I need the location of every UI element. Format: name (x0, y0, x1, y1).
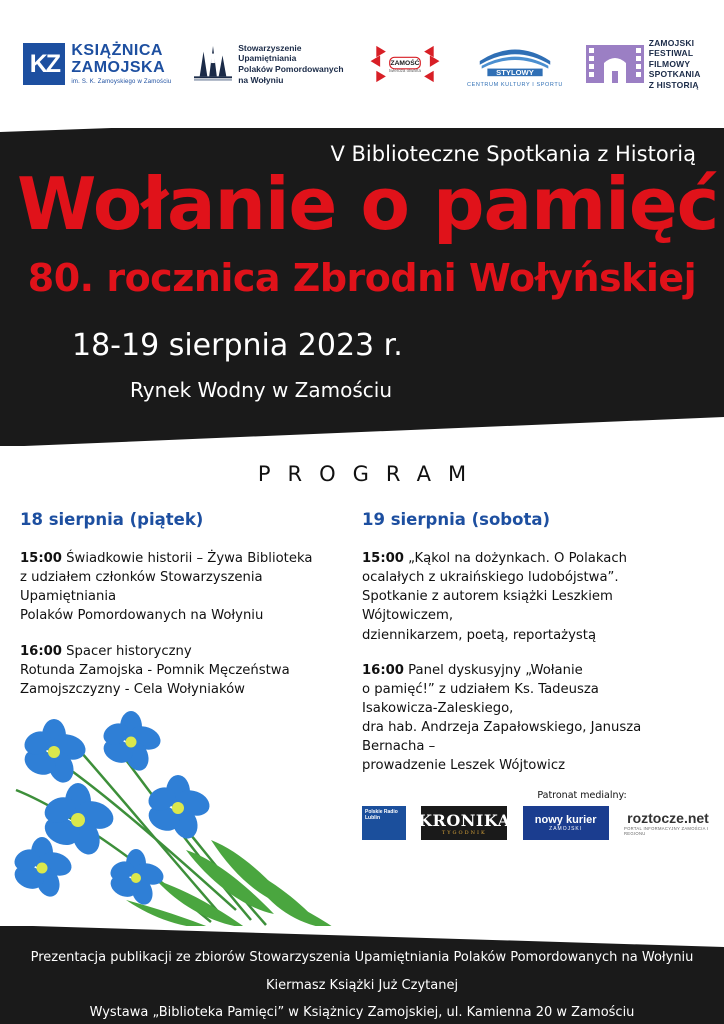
hero-eyebrow: V Biblioteczne Spotkania z Historią (330, 142, 696, 166)
logo-kronika (418, 806, 511, 840)
media-patronage (362, 790, 712, 840)
footer-bar (0, 926, 724, 1024)
entry-line2: Rotunda Zamojska - Pomnik Męczeństwa (20, 662, 290, 678)
flax-flowers-illustration (6, 700, 366, 930)
program-entry (362, 661, 662, 776)
hero-diagonal-divider (0, 417, 724, 446)
logo-zamojski-festiwal-filmowy (586, 38, 701, 90)
festiwal-line3: FILMOWY (648, 58, 691, 69)
kronika-label: KRONIKA (418, 810, 511, 830)
entry-time: 16:00 (20, 643, 62, 659)
program-heading: PROGRAM (257, 462, 484, 486)
ksiaznica-monogram: KZ (23, 43, 65, 85)
festiwal-line1: ZAMOJSKI (648, 38, 695, 49)
logo-ksiaznica-zamojska (23, 43, 171, 85)
program-day-1 (20, 510, 320, 715)
logo-roztocze-net (624, 808, 712, 838)
ksiaznica-line2: ZAMOJSKA (71, 58, 166, 76)
program-day-2 (362, 510, 662, 792)
page-title: Wołanie o pamięć (17, 162, 719, 246)
entry-line2: ocalałych z ukraińskiego ludobójstwa”. (362, 570, 619, 586)
festiwal-line2: FESTIWAL (648, 48, 694, 59)
stowarzyszenie-line2: Upamiętniania (238, 53, 297, 64)
entry-line4: dziennikarzem, poetą, reportażystą (362, 627, 597, 643)
kronika-sub: TYGODNIK (441, 829, 487, 836)
stowarzyszenie-line4: na Wołyniu (238, 74, 284, 85)
ksiaznica-wordmark (71, 43, 171, 85)
zamosc-bastion-icon (366, 42, 444, 86)
day-1-title: 18 sierpnia (piątek) (20, 510, 204, 529)
logo-zamosc-twierdza-otwarta (366, 42, 444, 86)
stylowy-subtitle: CENTRUM KULTURY I SPORTU (467, 82, 563, 88)
entry-line1: Świadkowie historii – Żywa Biblioteka (61, 551, 313, 566)
flower-group (11, 711, 213, 908)
ksiaznica-line1: KSIĄŻNICA (71, 42, 163, 60)
program-entry (20, 642, 320, 699)
entry-line4: prowadzenie Leszek Wójtowicz (362, 758, 565, 774)
entry-line2: o pamięć!” z udziałem Ks. Tadeusza Isakowicza-Zaleskiego, (362, 681, 599, 716)
roztocze-tld: .net (683, 810, 709, 826)
logo-nowy-kurier (523, 806, 609, 840)
svg-text:ZAMOŚĆ: ZAMOŚĆ (390, 59, 420, 67)
entry-line3: dra hab. Andrzeja Zapałowskiego, Janusza Bernacha – (362, 720, 642, 755)
sponsor-logo-bar (0, 0, 724, 128)
logo-polskie-radio-lublin (362, 806, 406, 840)
entry-line1: „Kąkol na dożynkach. O Polakach (403, 551, 627, 566)
logo-stowarzyszenie (194, 42, 343, 86)
event-date: 18-19 sierpnia 2023 r. (72, 328, 403, 363)
polskie-radio-label: Polskie Radio Lublin (365, 809, 398, 821)
entry-line3: Spotkanie z autorem książki Leszkiem Wójtowiczem, (362, 589, 613, 624)
patronage-label: Patronat medialny: (537, 790, 627, 801)
logo-stylowy (467, 40, 563, 88)
event-place: Rynek Wodny w Zamościu (130, 378, 393, 402)
stowarzyszenie-wordmark (238, 43, 343, 86)
entry-time: 15:00 (362, 551, 404, 566)
roztocze-label (627, 810, 709, 826)
nowy-kurier-sub: ZAMOJSKI (549, 826, 583, 832)
footer-line-3: Wystawa „Biblioteka Pamięci” w Książnicy Zamojskiej, ul. Kamienna 20 w Zamościu (89, 1005, 635, 1020)
svg-text:STYLOWY: STYLOWY (496, 68, 534, 78)
festiwal-line5: Z HISTORIĄ (648, 79, 699, 90)
roztocze-sub: PORTAL INFORMACYJNY ZAMOŚCIA I REGIONU (623, 826, 709, 836)
monument-icon (194, 42, 232, 86)
entry-time: 16:00 (362, 662, 404, 678)
stowarzyszenie-line1: Stowarzyszenie (238, 42, 302, 53)
film-strip-icon (586, 41, 644, 87)
entry-line2: z udziałem członków Stowarzyszenia Upamiętniania (20, 570, 263, 605)
hero-subtitle: 80. rocznica Zbrodni Wołyńskiej (27, 256, 697, 300)
entry-line3: Polaków Pomordowanych na Wołyniu (20, 608, 264, 624)
patronage-logos (362, 806, 712, 840)
ksiaznica-line3: im. S. K. Zamoyskiego w Zamościu (71, 78, 172, 85)
roztocze-name: roztocze (627, 810, 684, 826)
festiwal-line4: SPOTKANIA (648, 69, 701, 80)
program-entry (362, 549, 662, 645)
festiwal-wordmark (649, 38, 701, 90)
entry-time: 15:00 (20, 551, 62, 566)
program-entry (20, 549, 320, 626)
entry-line1: Panel dyskusyjny „Wołanie (403, 662, 583, 678)
footer-line-1: Prezentacja publikacji ze zbiorów Stowarzyszenia Upamiętniania Polaków Pomordowanych na Wołyniu (30, 950, 694, 965)
entry-line3: Zamojszczyzny - Cela Wołyniaków (20, 681, 245, 697)
stylowy-building-icon (472, 40, 558, 80)
hero-banner (0, 128, 724, 446)
nowy-kurier-label: nowy kurier (534, 814, 597, 826)
day-2-title: 19 sierpnia (sobota) (362, 510, 551, 529)
footer-line-2: Kiermasz Książki Już Czytanej (265, 977, 459, 993)
entry-line1: Spacer historyczny (61, 643, 192, 659)
svg-text:twierdza otwarta: twierdza otwarta (389, 68, 422, 74)
stowarzyszenie-line3: Polaków Pomordowanych (238, 64, 344, 74)
